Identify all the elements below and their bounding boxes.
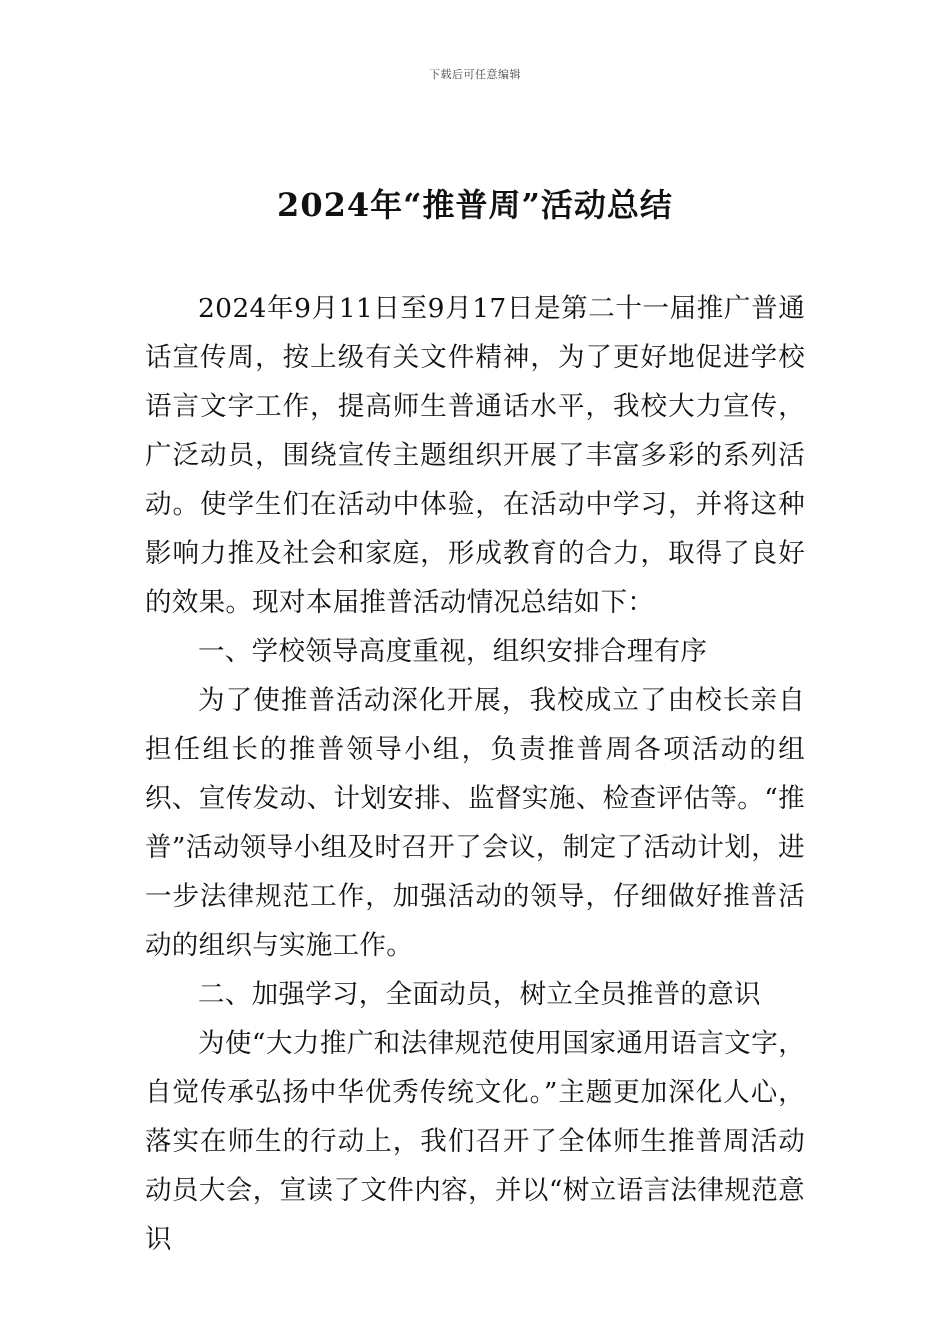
section-heading-2: 二、加强学习，全面动员，树立全员推普的意识 — [198, 979, 761, 1010]
document-title: 2024年“推普周”活动总结 — [277, 186, 673, 224]
section-heading-1: 一、学校领导高度重视，组织安排合理有序 — [198, 636, 708, 667]
page-header-note: 下载后可任意编辑 — [429, 68, 521, 81]
document-body — [145, 284, 805, 1264]
paragraph-section-2: 为使“大力推广和法律规范使用国家通用语言文字，自觉传承弘扬中华优秀传统文化。”主题更加深化人心，落实在师生的行动上，我们召开了全体师生推普周活动动员大会，宣读了文件内容，并以“树立语言法律规范意识 — [145, 1028, 805, 1255]
paragraph-section-1: 为了使推普活动深化开展，我校成立了由校长亲自担任组长的推普领导小组，负责推普周各项活动的组织、宣传发动、计划安排、监督实施、检查评估等。“推普”活动领导小组及时召开了会议，制定了活动计划，进一步法律规范工作，加强活动的领导，仔细做好推普活动的组织与实施工作。 — [145, 685, 805, 961]
paragraph-intro: 2024年9月11日至9月17日是第二十一届推广普通话宣传周，按上级有关文件精神，为了更好地促进学校语言文字工作，提高师生普通话水平，我校大力宣传，广泛动员，围绕宣传主题组织开展了丰富多彩的系列活动。使学生们在活动中体验，在活动中学习，并将这种影响力推及社会和家庭，形成教育的合力，取得了良好的效果。现对本届推普活动情况总结如下： — [145, 293, 805, 618]
